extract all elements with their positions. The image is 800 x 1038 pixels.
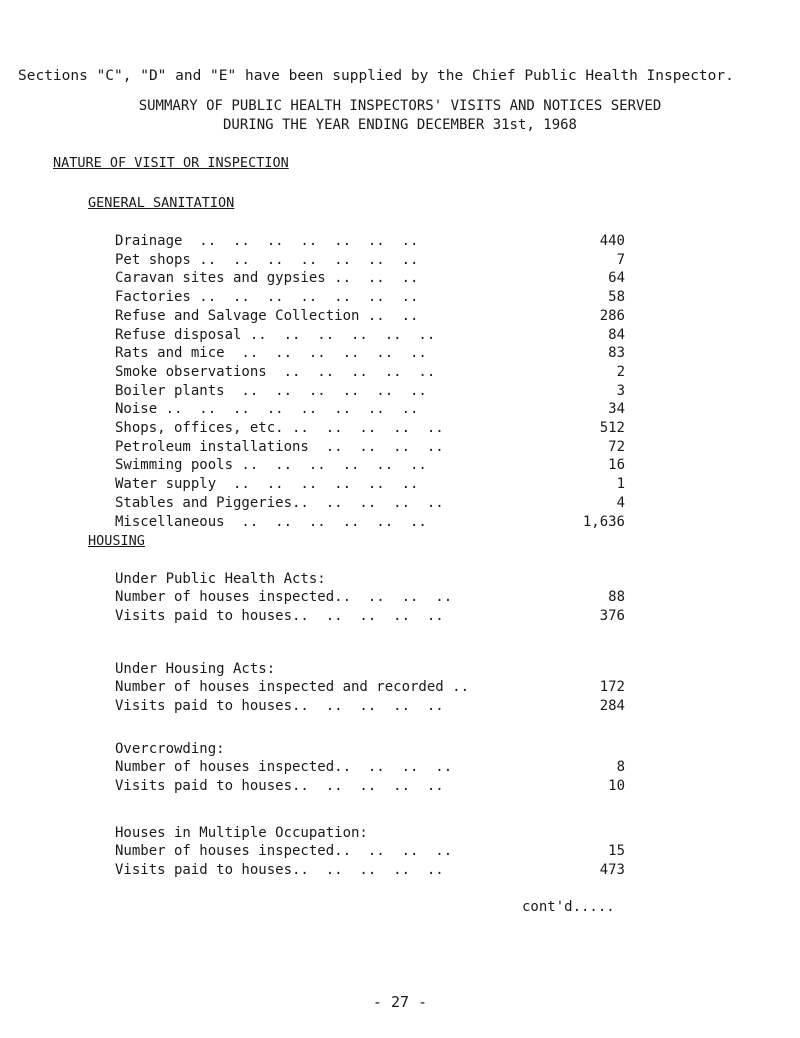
sanitation-row-label: Factories .. .. .. .. .. .. ..: [115, 289, 419, 306]
page-number: - 27 -: [372, 993, 428, 1011]
sanitation-row-label: Swimming pools .. .. .. .. .. ..: [115, 457, 427, 474]
sanitation-row-value: 440: [599, 233, 625, 249]
sanitation-row: [0, 289, 800, 307]
summary-heading: SUMMARY OF PUBLIC HEALTH INSPECTORS' VISITS AND NOTICES SERVED: [138, 98, 662, 114]
housing-row-value: 10: [608, 778, 625, 794]
housing-row-label: Visits paid to houses.. .. .. .. ..: [115, 608, 444, 624]
housing-title: HOUSING: [88, 533, 145, 549]
sanitation-row-label: Drainage .. .. .. .. .. .. ..: [115, 233, 419, 249]
housing-row: [0, 843, 800, 861]
sanitation-row-label: Caravan sites and gypsies .. .. ..: [115, 270, 419, 287]
sanitation-row: [0, 439, 800, 457]
sanitation-row-value: 64: [608, 270, 625, 287]
sanitation-row-value: 72: [608, 438, 625, 455]
housing-row: [0, 589, 800, 607]
housing-row-label: Number of houses inspected.. .. .. ..: [115, 759, 453, 775]
housing-group-heading: Under Public Health Acts:: [115, 571, 326, 587]
housing-row: [0, 679, 800, 697]
housing-row-label: Number of houses inspected.. .. .. ..: [115, 589, 453, 605]
housing-group-heading: Houses in Multiple Occupation:: [115, 825, 368, 841]
sanitation-row-value: 286: [599, 307, 625, 324]
sanitation-row: [0, 420, 800, 438]
housing-row: [0, 608, 800, 626]
housing-row-value: 8: [616, 759, 625, 775]
sanitation-row-label: Smoke observations .. .. .. .. ..: [115, 363, 436, 380]
housing-group-heading: Overcrowding:: [115, 741, 225, 757]
sanitation-row-label: Shops, offices, etc. .. .. .. .. ..: [115, 420, 444, 436]
intro-text: Sections "C", "D" and "E" have been supplied by the Chief Public Health Inspector.: [18, 68, 734, 84]
housing-row: [0, 862, 800, 880]
housing-row-value: 284: [599, 698, 625, 714]
sanitation-row-value: 1,636: [582, 513, 625, 530]
sanitation-row: [0, 383, 800, 401]
sanitation-row: [0, 514, 800, 532]
sanitation-row-label: Boiler plants .. .. .. .. .. ..: [115, 382, 427, 399]
sanitation-row: [0, 345, 800, 363]
sanitation-row-value: 7: [616, 251, 625, 268]
sanitation-row-label: Refuse and Salvage Collection .. ..: [115, 307, 419, 324]
sanitation-row-value: 83: [608, 345, 625, 362]
sanitation-row-value: 2: [616, 363, 625, 380]
sanitation-row: [0, 476, 800, 494]
sanitation-row-value: 58: [608, 289, 625, 306]
sanitation-row: [0, 401, 800, 419]
sanitation-row-label: Miscellaneous .. .. .. .. .. ..: [115, 513, 427, 530]
nature-of-visit-heading: NATURE OF VISIT OR INSPECTION: [53, 155, 289, 171]
continued-note: cont'd.....: [522, 899, 615, 915]
sanitation-row: [0, 233, 800, 251]
sanitation-row: [0, 364, 800, 382]
sanitation-row-label: Pet shops .. .. .. .. .. .. ..: [115, 251, 419, 268]
sanitation-row-value: 3: [616, 382, 625, 399]
housing-row-value: 88: [608, 589, 625, 605]
sanitation-row: [0, 327, 800, 345]
sanitation-row-value: 512: [599, 420, 625, 436]
sanitation-row: [0, 270, 800, 288]
sanitation-row-value: 16: [608, 457, 625, 474]
housing-row-label: Visits paid to houses.. .. .. .. ..: [115, 862, 444, 878]
sanitation-row-label: Rats and mice .. .. .. .. .. ..: [115, 345, 427, 362]
sanitation-row-label: Noise .. .. .. .. .. .. .. ..: [115, 401, 419, 418]
sanitation-row: [0, 252, 800, 270]
sanitation-row: [0, 308, 800, 326]
sanitation-row-value: 34: [608, 401, 625, 418]
housing-group-heading: Under Housing Acts:: [115, 661, 276, 677]
sanitation-row-value: 4: [616, 494, 625, 511]
housing-row: [0, 778, 800, 796]
sanitation-row: [0, 457, 800, 475]
sanitation-row-value: 84: [608, 326, 625, 343]
sanitation-row-value: 1: [616, 476, 625, 493]
sanitation-row-label: Refuse disposal .. .. .. .. .. ..: [115, 326, 436, 343]
general-sanitation-title: GENERAL SANITATION: [88, 195, 235, 211]
housing-row-value: 376: [599, 608, 625, 624]
housing-row-value: 473: [599, 862, 625, 878]
summary-subheading: DURING THE YEAR ENDING DECEMBER 31st, 1968: [222, 117, 577, 133]
housing-row-label: Number of houses inspected.. .. .. ..: [115, 843, 453, 859]
sanitation-row-label: Petroleum installations .. .. .. ..: [115, 438, 444, 455]
housing-row-label: Visits paid to houses.. .. .. .. ..: [115, 698, 444, 714]
housing-row-label: Visits paid to houses.. .. .. .. ..: [115, 778, 444, 794]
housing-row-value: 15: [608, 843, 625, 859]
sanitation-row-label: Water supply .. .. .. .. .. ..: [115, 476, 419, 493]
housing-row-label: Number of houses inspected and recorded ..: [115, 679, 470, 695]
housing-row-value: 172: [599, 679, 625, 695]
housing-row: [0, 759, 800, 777]
sanitation-row-label: Stables and Piggeries.. .. .. .. ..: [115, 494, 444, 511]
housing-row: [0, 698, 800, 716]
sanitation-row: [0, 495, 800, 513]
